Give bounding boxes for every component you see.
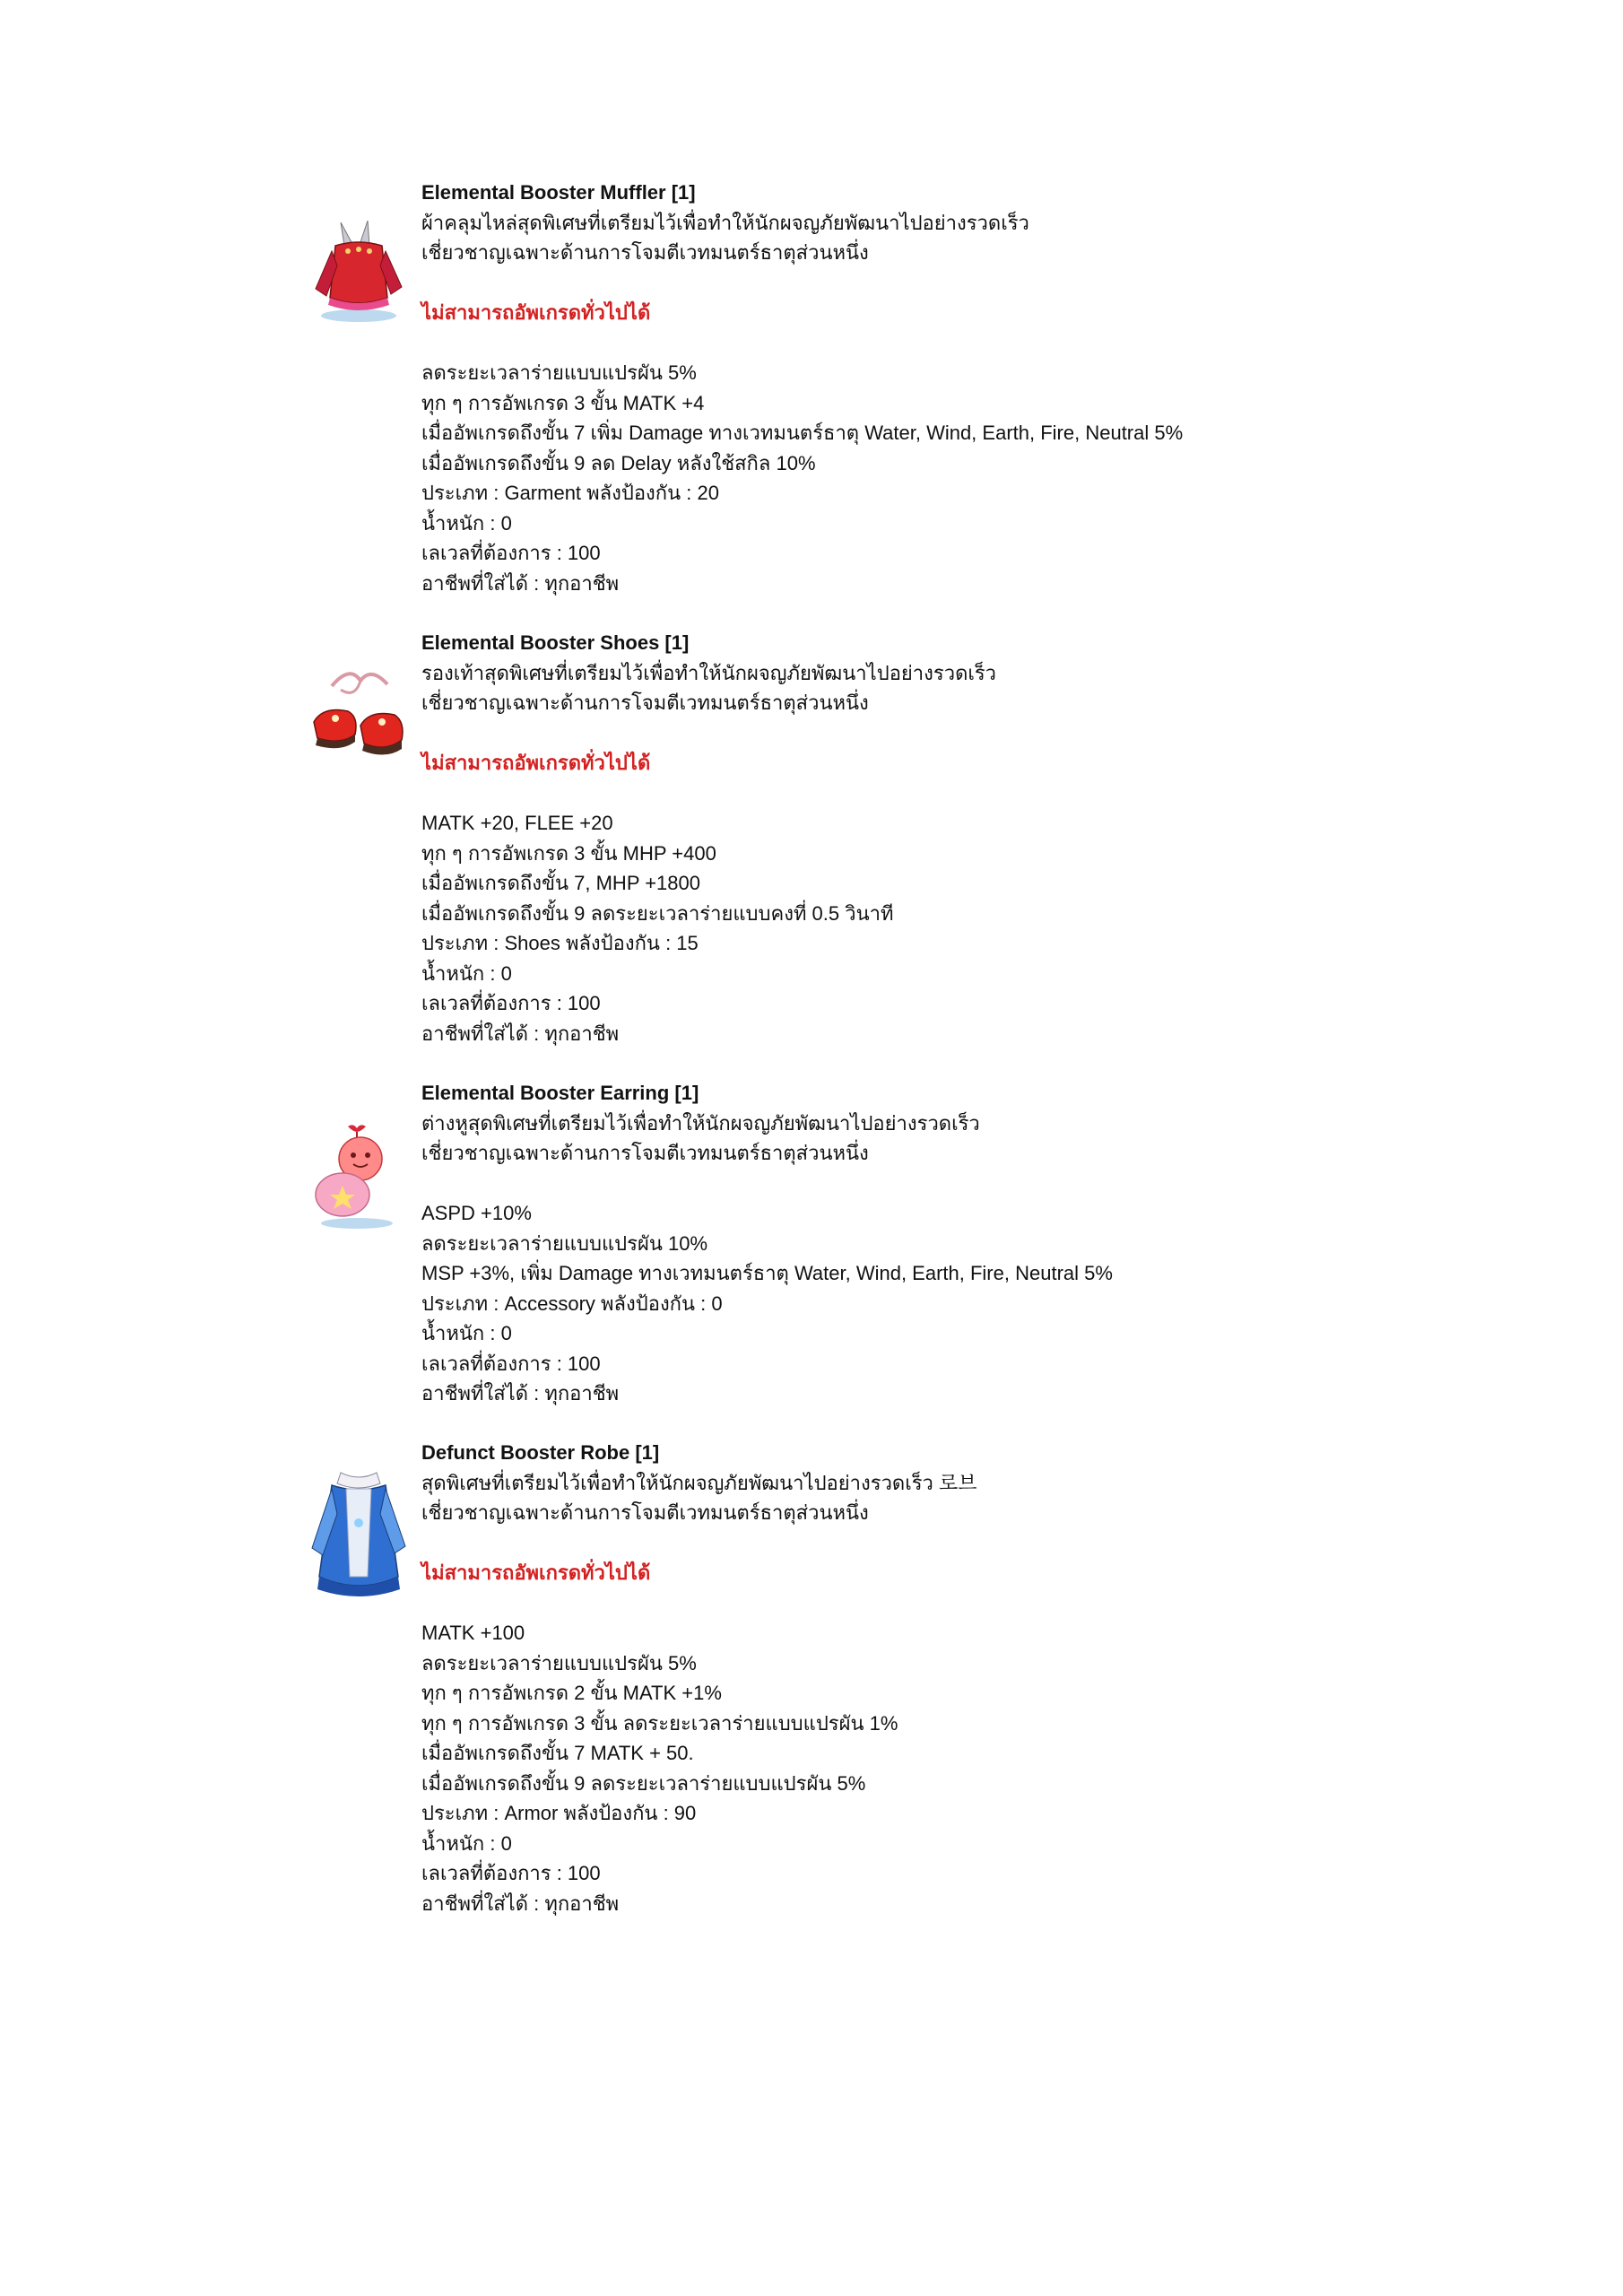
blue-robe-icon <box>305 1469 412 1604</box>
item-stat: น้ำหนัก : 0 <box>421 961 512 985</box>
item-stat: เมื่ออัพเกรดถึงขั้น 9 ลดระยะเวลาร่ายแบบแปรผัน 5% <box>421 1771 866 1795</box>
red-muffler-icon <box>305 215 412 323</box>
item-stat: อาชีพที่ใส่ได้ : ทุกอาชีพ <box>421 1382 620 1405</box>
item-stat: เลเวลที่ต้องการ : 100 <box>421 992 601 1014</box>
item-stat: ASPD +10% <box>421 1202 532 1224</box>
item-stat: เมื่ออัพเกรดถึงขั้น 7 MATK + 50. <box>421 1742 694 1764</box>
red-shoes-icon <box>305 659 412 767</box>
item-stat: อาชีพที่ใส่ได้ : ทุกอาชีพ <box>421 1022 620 1045</box>
upgrade-warning: ไม่สามารถอัพเกรดทั่วไปได้ <box>421 301 651 324</box>
item-stat: ทุก ๆ การอัพเกรด 3 ขั้น ลดระยะเวลาร่ายแบบแปรผัน 1% <box>421 1711 898 1735</box>
item-stat: ประเภท : Armor พลังป้องกัน : 90 <box>421 1802 697 1824</box>
item-description: เชี่ยวชาญเฉพาะด้านการโจมตีเวทมนตร์ธาตุส่วนหนึ่ง <box>421 1142 869 1164</box>
item-stat: MSP +3%, เพิ่ม Damage ทางเวทมนตร์ธาตุ Water, Wind, Earth, Fire, Neutral 5% <box>421 1262 1113 1284</box>
item-stat: ทุก ๆ การอัพเกรด 3 ขั้น MHP +400 <box>421 841 716 865</box>
item-stat: น้ำหนัก : 0 <box>421 1831 512 1855</box>
item-stat: MATK +100 <box>421 1622 525 1644</box>
item-stat: เมื่ออัพเกรดถึงขั้น 7 เพิ่ม Damage ทางเวทมนตร์ธาตุ Water, Wind, Earth, Fire, Neutral 5% <box>421 422 1184 444</box>
item-stat: ประเภท : Shoes พลังป้องกัน : 15 <box>421 932 699 954</box>
item-stat: ประเภท : Accessory พลังป้องกัน : 0 <box>421 1292 723 1315</box>
item-stat: เมื่ออัพเกรดถึงขั้น 7, MHP +1800 <box>421 872 700 894</box>
item-stat: เลเวลที่ต้องการ : 100 <box>421 1862 601 1884</box>
item-stat: เลเวลที่ต้องการ : 100 <box>421 542 601 564</box>
item-description: เชี่ยวชาญเฉพาะด้านการโจมตีเวทมนตร์ธาตุส่วนหนึ่ง <box>421 241 869 264</box>
item-title: Elemental Booster Shoes [1] <box>421 631 690 654</box>
item-stat: น้ำหนัก : 0 <box>421 1322 512 1344</box>
item-stat: ลดระยะเวลาร่ายแบบแปรผัน 5% <box>421 361 697 384</box>
item-stat: น้ำหนัก : 0 <box>421 511 512 535</box>
item-stat: ทุก ๆ การอัพเกรด 2 ขั้น MATK +1% <box>421 1682 722 1704</box>
item-description: รองเท้าสุดพิเศษที่เตรียมไว้เพื่อทำให้นักผจญภัยพัฒนาไปอย่างรวดเร็ว <box>421 661 997 684</box>
pink-earring-icon <box>305 1123 412 1231</box>
item-stat: ประเภท : Garment พลังป้องกัน : 20 <box>421 482 719 504</box>
item-title: Elemental Booster Muffler [1] <box>421 181 696 204</box>
item-stat: ทุก ๆ การอัพเกรด 3 ขั้น MATK +4 <box>421 391 705 414</box>
upgrade-warning: ไม่สามารถอัพเกรดทั่วไปได้ <box>421 752 651 774</box>
item-stat: ลดระยะเวลาร่ายแบบแปรผัน 10% <box>421 1231 708 1255</box>
item-description: ผ้าคลุมไหล่สุดพิเศษที่เตรียมไว้เพื่อทำให้นักผจญภัยพัฒนาไปอย่างรวดเร็ว <box>421 211 1029 234</box>
item-description: ต่างหูสุดพิเศษที่เตรียมไว้เพื่อทำให้นักผจญภัยพัฒนาไปอย่างรวดเร็ว <box>421 1111 980 1135</box>
item-stat: เมื่ออัพเกรดถึงขั้น 9 ลด Delay หลังใช้สกิล 10% <box>421 451 816 474</box>
item-stat: เลเวลที่ต้องการ : 100 <box>421 1352 601 1375</box>
item-stat: ลดระยะเวลาร่ายแบบแปรผัน 5% <box>421 1651 697 1674</box>
item-stat: อาชีพที่ใส่ได้ : ทุกอาชีพ <box>421 571 620 595</box>
upgrade-warning: ไม่สามารถอัพเกรดทั่วไปได้ <box>421 1561 651 1584</box>
item-description: เชี่ยวชาญเฉพาะด้านการโจมตีเวทมนตร์ธาตุส่วนหนึ่ง <box>421 1501 869 1524</box>
item-title: Elemental Booster Earring [1] <box>421 1082 699 1104</box>
item-description: สุดพิเศษที่เตรียมไว้เพื่อทำให้นักผจญภัยพัฒนาไปอย่างรวดเร็ว 로브 <box>421 1471 977 1494</box>
item-stat: เมื่ออัพเกรดถึงขั้น 9 ลดระยะเวลาร่ายแบบคงที่ 0.5 วินาที <box>421 901 894 925</box>
item-stat: MATK +20, FLEE +20 <box>421 812 613 834</box>
item-description: เชี่ยวชาญเฉพาะด้านการโจมตีเวทมนตร์ธาตุส่วนหนึ่ง <box>421 691 869 714</box>
item-stat: อาชีพที่ใส่ได้ : ทุกอาชีพ <box>421 1892 620 1915</box>
item-title: Defunct Booster Robe [1] <box>421 1441 660 1464</box>
